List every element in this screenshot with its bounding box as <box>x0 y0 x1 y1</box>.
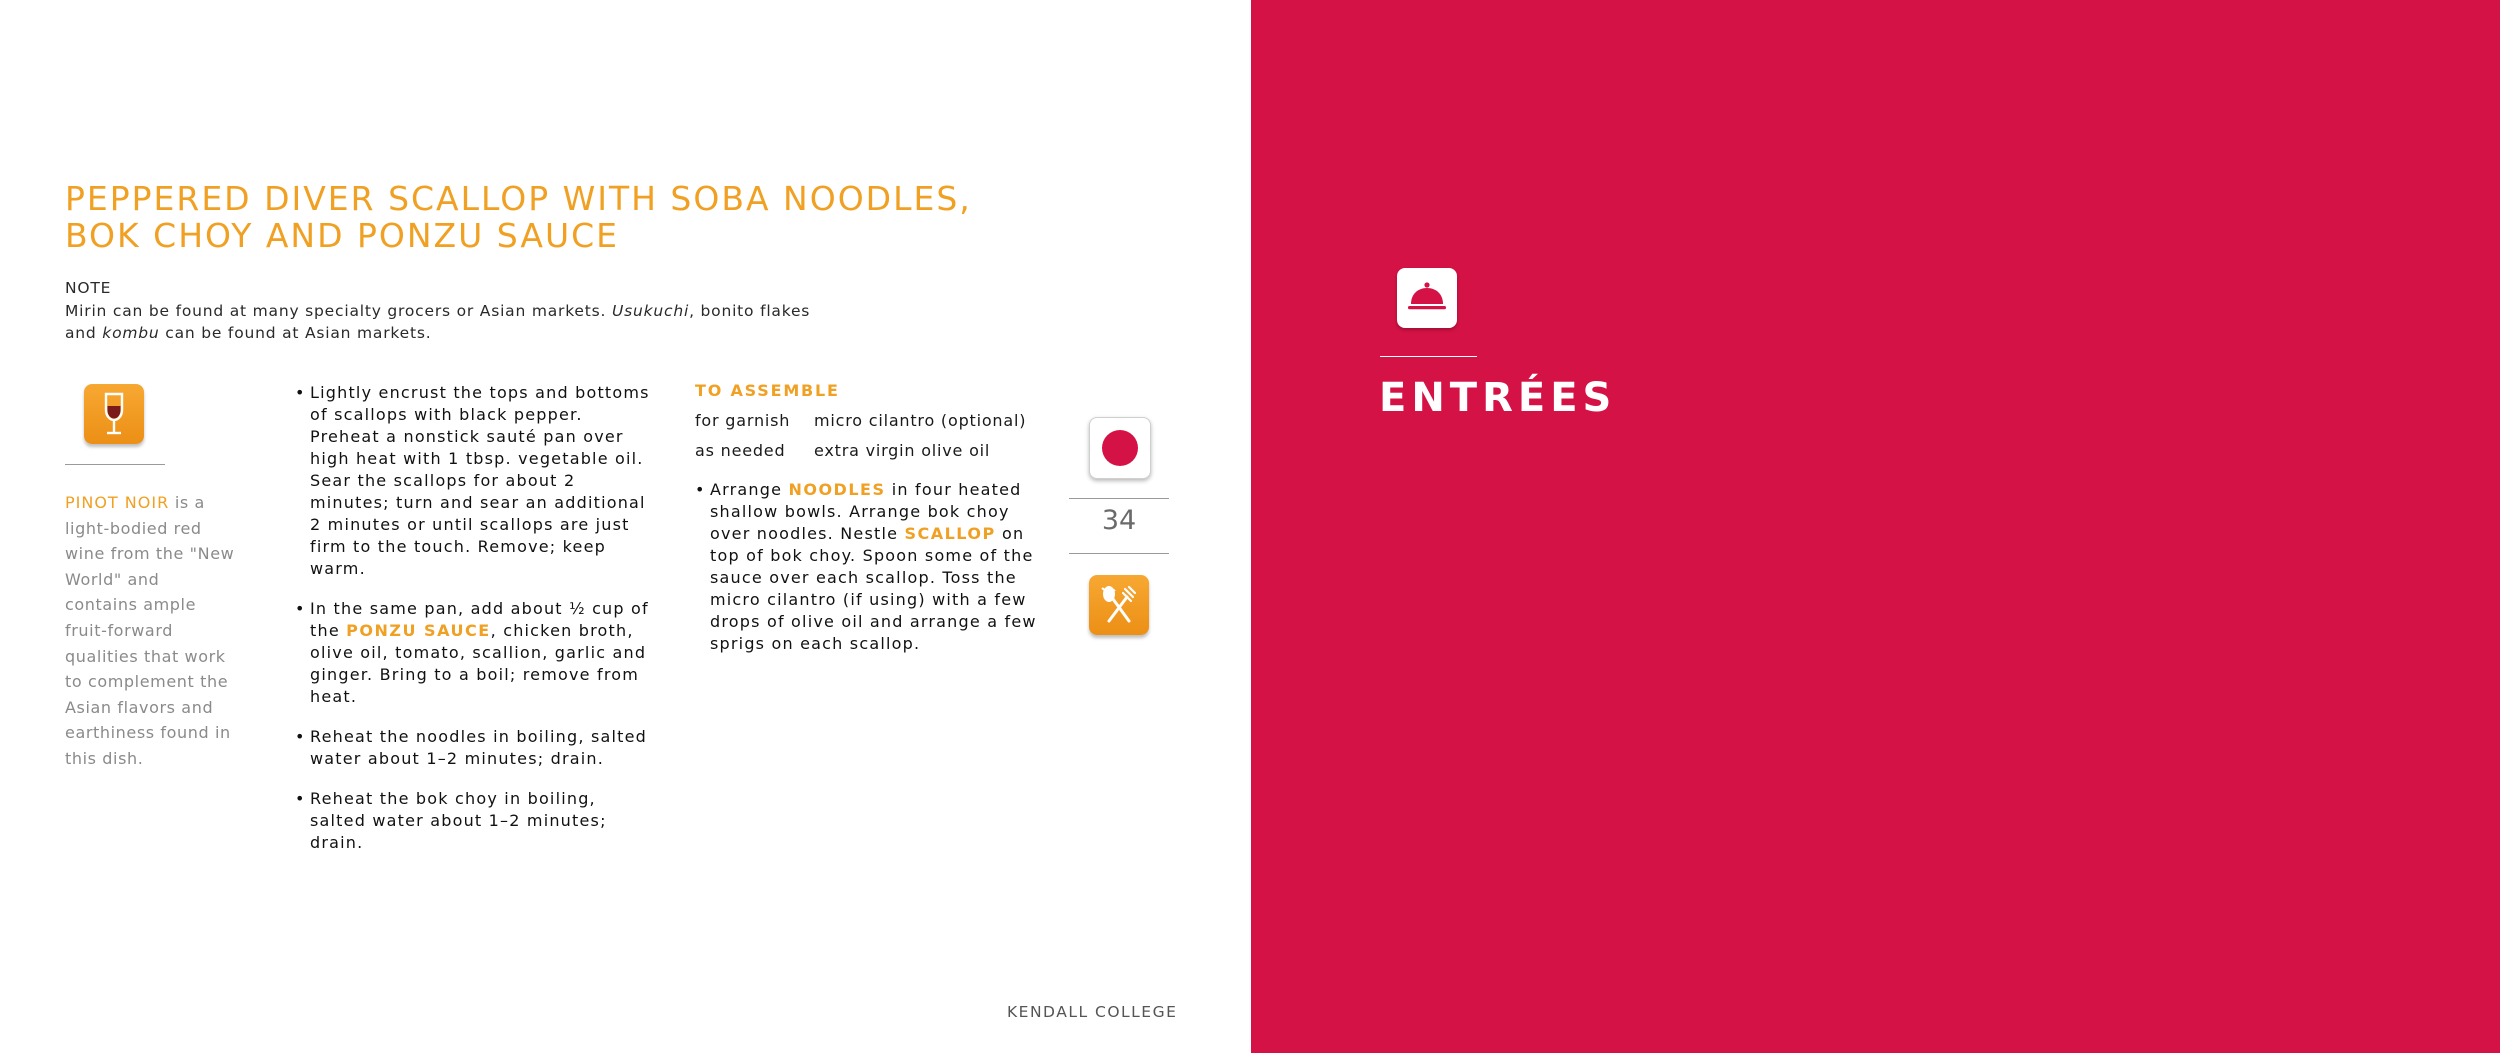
keyword: SCALLOP <box>904 524 996 543</box>
recipe-title <box>65 180 972 254</box>
step-item: • In the same pan, add about ½ cup of the PONZU SAUCE, chicken broth, olive oil, tomato, scallion, garlic and ginger. Bring to a boil; remove from heat. <box>295 598 655 708</box>
step-item: • Lightly encrust the tops and bottoms of scallops with black pepper. Preheat a nonstick sauté pan over high heat with 1 tbsp. vegetable oil. Sear the scallops for about 2 minutes; turn and sear an additional 2 minutes or until scallops are just firm to the touch. Remove; keep warm. <box>295 382 655 580</box>
recipe-note <box>65 277 865 345</box>
red-dot-icon <box>1089 417 1151 479</box>
wine-pairing <box>65 490 235 772</box>
method-steps <box>295 382 655 872</box>
note-line: and kombu can be found at Asian markets. <box>65 324 432 342</box>
wine-glass-icon <box>84 384 144 444</box>
step-item: • Arrange NOODLES in four heated shallow bowls. Arrange bok choy over noodles. Nestle SCALLOP on top of bok choy. Spoon some of the sauce over each scallop. Toss the micro cilantro (if using) with a few drops of olive oil and arrange a few sprigs on each scallop. <box>695 479 1055 655</box>
divider <box>65 464 165 465</box>
footer-brand: KENDALL COLLEGE <box>1007 1003 1178 1021</box>
recipe-title-line: PEPPERED DIVER SCALLOP WITH SOBA NOODLES, <box>65 179 972 218</box>
wine-description: is a light-bodied red wine from the "New World" and contains ample fruit-forward qualities that work to complement the Asian flavors and earthiness found in this dish. <box>65 493 235 768</box>
divider <box>1069 498 1169 499</box>
step-item: • Reheat the bok choy in boiling, salted water about 1–2 minutes; drain. <box>295 788 655 854</box>
divider <box>1069 553 1169 554</box>
wine-name: PINOT NOIR <box>65 493 170 512</box>
divider <box>1380 356 1477 357</box>
ingredient-row <box>695 441 1026 471</box>
ingredient-qty: for garnish <box>695 411 791 430</box>
right-page <box>1251 0 2500 1053</box>
utensils-icon <box>1089 575 1149 635</box>
ingredient-item: extra virgin olive oil <box>814 441 991 460</box>
keyword: PONZU SAUCE <box>346 621 491 640</box>
ingredient-row <box>695 411 1026 441</box>
page-number: 34 <box>1101 505 1137 536</box>
note-label: NOTE <box>65 279 112 297</box>
keyword: NOODLES <box>788 480 886 499</box>
section-title: ENTRÉES <box>1379 375 1617 421</box>
ingredient-item: micro cilantro (optional) <box>814 411 1027 430</box>
assemble-heading: TO ASSEMBLE <box>695 381 840 400</box>
assemble-steps <box>695 479 1055 655</box>
step-item: • Reheat the noodles in boiling, salted water about 1–2 minutes; drain. <box>295 726 655 770</box>
assemble-ingredients <box>695 411 1026 471</box>
cloche-icon <box>1397 268 1457 328</box>
ingredient-qty: as needed <box>695 441 786 460</box>
recipe-title-line: BOK CHOY AND PONZU SAUCE <box>65 216 619 255</box>
note-line: Mirin can be found at many specialty grocers or Asian markets. Usukuchi, bonito flakes <box>65 301 811 320</box>
